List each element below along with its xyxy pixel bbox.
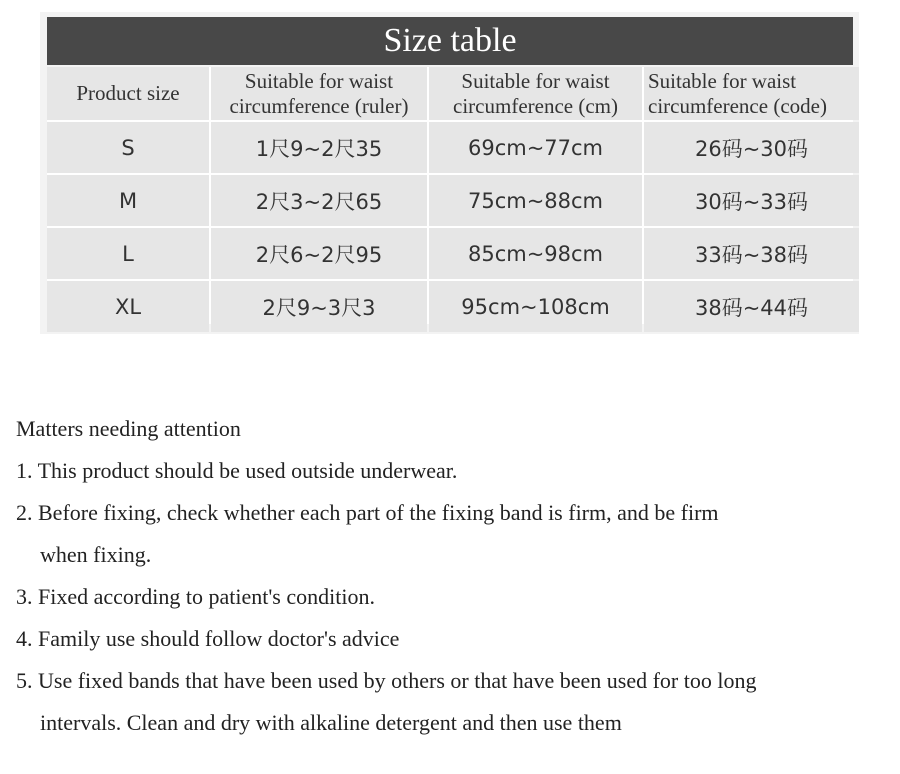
header-line: Product size <box>76 81 180 105</box>
note-item-2-continued: when fixing. <box>40 542 152 567</box>
header-waist-code <box>644 67 859 120</box>
note-item-4: 4. Family use should follow doctor's advice <box>16 626 400 651</box>
header-line: Suitable for waist <box>461 68 610 93</box>
note-item-3: 3. Fixed according to patient's condition. <box>16 584 375 609</box>
notes-heading: Matters needing attention <box>16 416 241 441</box>
header-line: circumference (cm) <box>453 93 618 118</box>
header-line: circumference (code) <box>648 93 827 118</box>
code-cell: 26码~30码 <box>644 122 859 173</box>
cm-cell: 69cm~77cm <box>429 122 642 173</box>
size-cell: XL <box>47 281 209 332</box>
header-waist-ruler <box>211 67 427 120</box>
header-line: Suitable for waist <box>648 68 797 93</box>
attention-notes <box>16 408 876 744</box>
ruler-cell: 1尺9~2尺35 <box>211 122 427 173</box>
header-line: circumference (ruler) <box>229 93 409 118</box>
ruler-cell: 2尺6~2尺95 <box>211 228 427 279</box>
header-waist-cm <box>429 67 642 120</box>
size-cell: L <box>47 228 209 279</box>
note-item-5-continued: intervals. Clean and dry with alkaline detergent and then use them <box>40 710 622 735</box>
note-item-1: 1. This product should be used outside underwear. <box>16 458 458 483</box>
cm-cell: 75cm~88cm <box>429 175 642 226</box>
note-item-2: 2. Before fixing, check whether each part of the fixing band is firm, and be firm <box>16 500 719 525</box>
code-cell: 33码~38码 <box>644 228 859 279</box>
header-product-size <box>47 67 209 120</box>
ruler-cell: 2尺9~3尺3 <box>211 281 427 332</box>
ruler-cell: 2尺3~2尺65 <box>211 175 427 226</box>
size-cell: M <box>47 175 209 226</box>
size-table-title: Size table <box>47 17 853 65</box>
note-item-5: 5. Use fixed bands that have been used by others or that have been used for too long <box>16 668 757 693</box>
size-table <box>47 67 853 324</box>
code-cell: 38码~44码 <box>644 281 859 332</box>
cm-cell: 95cm~108cm <box>429 281 642 332</box>
code-cell: 30码~33码 <box>644 175 859 226</box>
header-line: Suitable for waist <box>244 68 394 93</box>
size-cell: S <box>47 122 209 173</box>
cm-cell: 85cm~98cm <box>429 228 642 279</box>
